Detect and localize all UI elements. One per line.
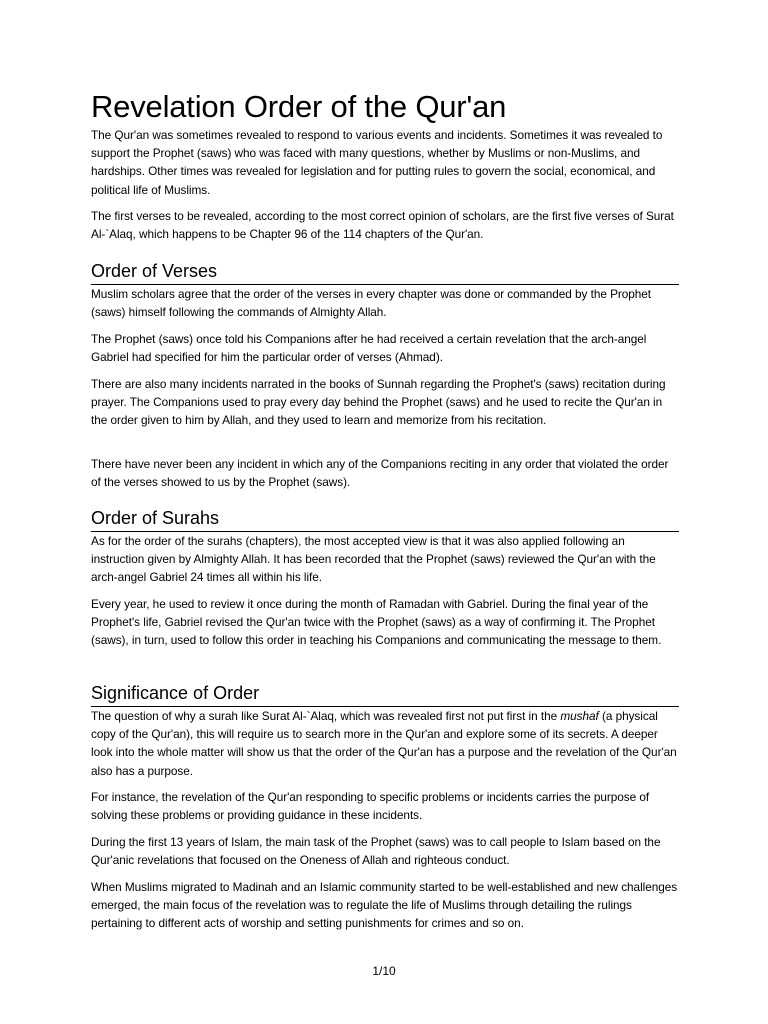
significance-paragraph-2: For instance, the revelation of the Qur'an responding to specific problems or incidents carries the purpose of solving these problems or providing guidance in these incidents. bbox=[91, 790, 650, 823]
intro-paragraph-1: The Qur'an was sometimes revealed to respond to various events and incidents. Sometimes it was revealed to support the Prophet (saws) who was faced with many questions, whether by Muslims or non-Muslims, and hardships. Other times was revealed for legislation and for putting rules to govern the social, economical, and political life of Muslims. bbox=[91, 128, 663, 197]
section-heading-order-of-verses: Order of Verses bbox=[91, 259, 679, 285]
verses-paragraph-2: The Prophet (saws) once told his Companions after he had received a certain revelation that the arch-angel Gabriel had specified for him the particular order of verses (Ahmad). bbox=[91, 332, 647, 365]
page-number: 1/10 bbox=[372, 964, 396, 978]
significance-paragraph-4: When Muslims migrated to Madinah and an Islamic community started to be well-established and new challenges emerged, the main focus of the revelation was to regulate the life of Muslims through detailing the rulings pertaining to different acts of worship and setting punishments for crimes and so on. bbox=[91, 880, 678, 931]
section-heading-significance-of-order: Significance of Order bbox=[91, 681, 679, 707]
surahs-paragraph-2: Every year, he used to review it once during the month of Ramadan with Gabriel. During the final year of the Prophet's life, Gabriel revised the Qur'an twice with the Prophet (saws) as a way of confirming it. The Prophet (saws), in turn, used to follow this order in teaching his Companions and communicating the message to them. bbox=[91, 597, 662, 648]
surahs-paragraph-1: As for the order of the surahs (chapters), the most accepted view is that it was also applied following an instruction given by Almighty Allah. It has been recorded that the Prophet (saws) reviewed the Qur'an with the arch-angel Gabriel 24 times all within his life. bbox=[91, 534, 656, 585]
intro-paragraph-2: The first verses to be revealed, according to the most correct opinion of scholars, are the first five verses of Surat Al-`Alaq, which happens to be Chapter 96 of the 114 chapters of the Qur'an. bbox=[91, 209, 674, 242]
significance-text-after: (a physical copy of the Qur'an), this will require us to search more in the Qur'an and explore some of its secrets. A deeper look into the whole matter will show us that the order of the Qur'an has a purpose and the revelation of the Qur'an also has a purpose. bbox=[91, 709, 677, 778]
significance-text-before: The question of why a surah like Surat Al-`Alaq, which was revealed first not put first in the bbox=[91, 709, 561, 723]
verses-paragraph-3: There are also many incidents narrated in the books of Sunnah regarding the Prophet's (saws) recitation during prayer. The Companions used to pray every day behind the Prophet (saws) and he used to recite the Qur'an in the order given to him by Allah, and they used to learn and memorize from his recitation. bbox=[91, 377, 666, 428]
mushaf-term: mushaf bbox=[560, 709, 599, 723]
significance-paragraph-1 bbox=[91, 707, 681, 780]
section-heading-order-of-surahs: Order of Surahs bbox=[91, 506, 679, 532]
document-title: Revelation Order of the Qur'an bbox=[91, 89, 507, 124]
verses-paragraph-4: There have never been any incident in which any of the Companions reciting in any order that violated the order of the verses showed to us by the Prophet (saws). bbox=[91, 457, 669, 490]
verses-paragraph-1: Muslim scholars agree that the order of the verses in every chapter was done or commanded by the Prophet (saws) himself following the commands of Almighty Allah. bbox=[91, 287, 652, 320]
significance-paragraph-3: During the first 13 years of Islam, the main task of the Prophet (saws) was to call people to Islam based on the Qur'anic revelations that focused on the Oneness of Allah and righteous conduct. bbox=[91, 835, 661, 868]
